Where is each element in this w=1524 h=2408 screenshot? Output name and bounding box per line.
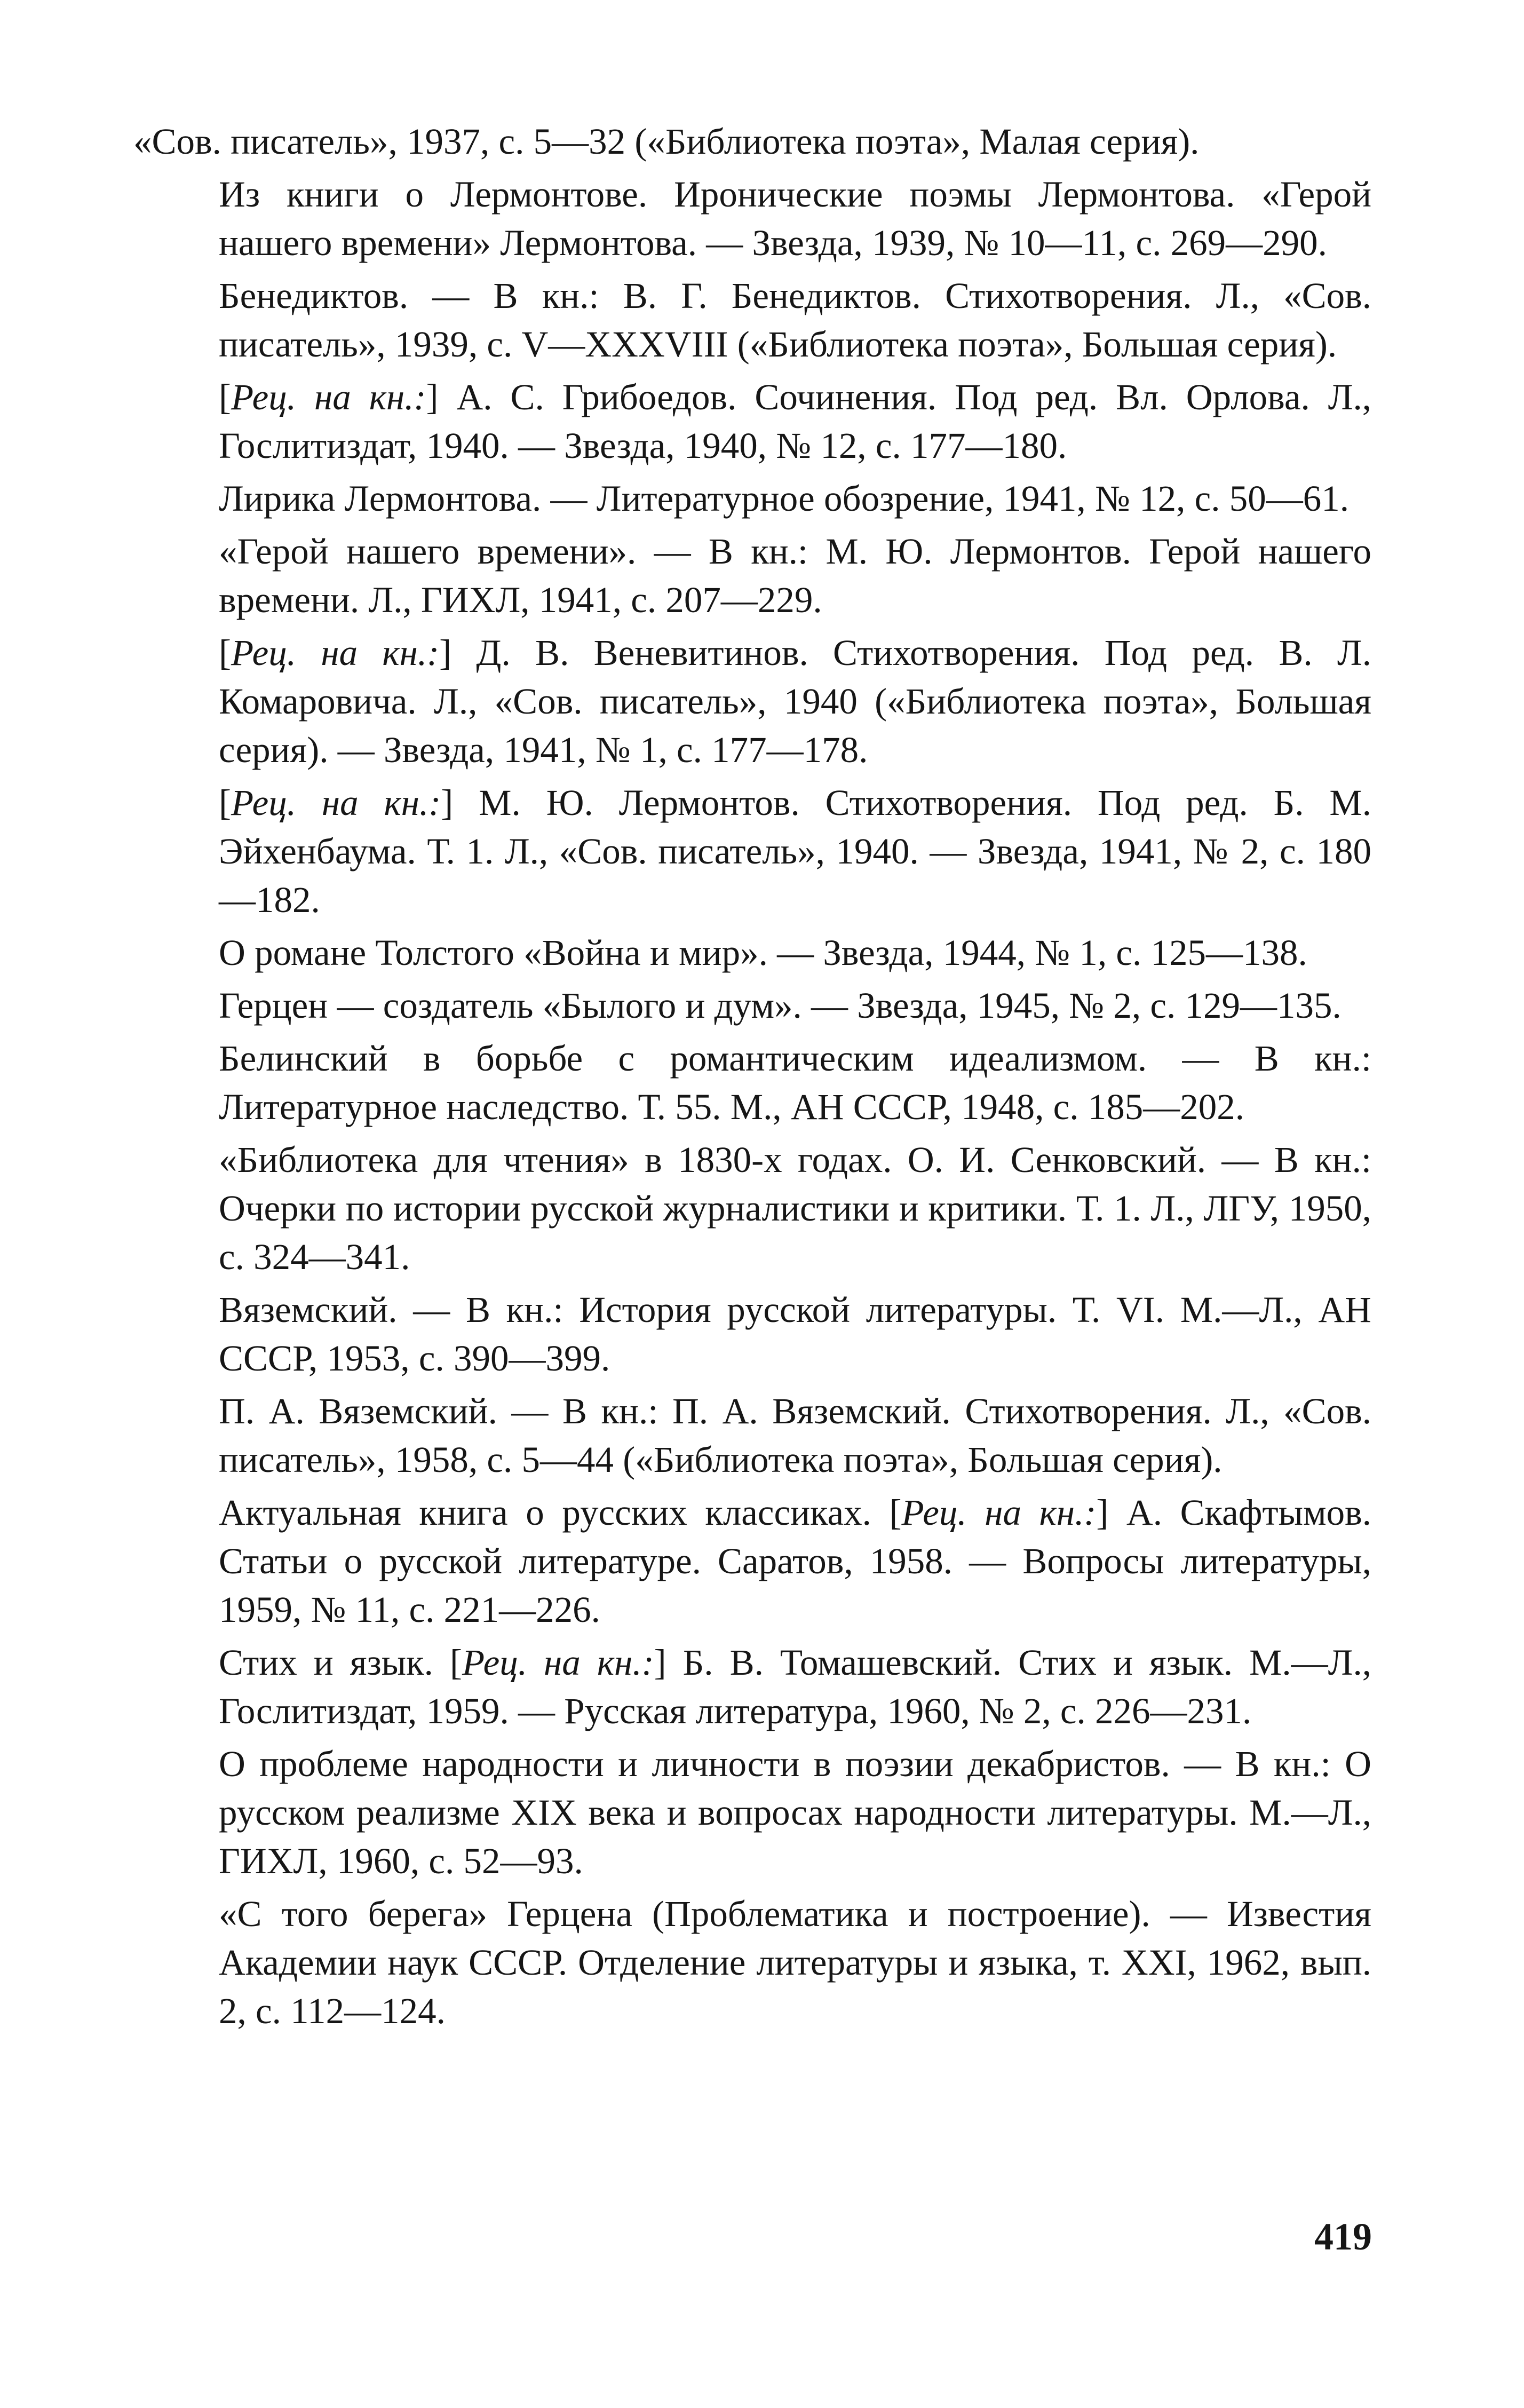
bibliography-entry xyxy=(133,1740,1371,1886)
entry-segment: «Библиотека для чтения» в 1830-х годах. О. И. Сенковский. — В кн.: Очерки по истории русской журналистики и критики. Т. 1. Л., ЛГУ, 1950, с. 324—341. xyxy=(219,1139,1371,1277)
entry-text xyxy=(133,1638,1371,1736)
entry-segment: Бенедиктов. — В кн.: В. Г. Бенедиктов. Стихотворения. Л., «Сов. писатель», 1939, с. V—XXXVIII («Библиотека поэта», Большая серия). xyxy=(219,275,1371,365)
bibliography-entry xyxy=(133,1286,1371,1383)
entry-text xyxy=(133,474,1371,523)
bibliography-entry xyxy=(133,1890,1371,2035)
review-marker: Рец. на кн.: xyxy=(231,632,440,673)
entry-segment: Стих и язык. [ xyxy=(219,1642,462,1683)
entry-segment: ] Д. В. Веневитинов. Стихотворения. Под ред. В. Л. Комаровича. Л., «Сов. писатель», 1940 («Библиотека поэта», Большая серия). — Звезда, 1941, № 1, с. 177—178. xyxy=(219,632,1372,770)
entry-segment: ] Б. В. Томашевский. Стих и язык. М.—Л., Гослитиздат, 1959. — Русская литература, 1960, № 2, с. 226—231. xyxy=(219,1642,1371,1731)
entry-segment: О романе Толстого «Война и мир». — Звезда, 1944, № 1, с. 125—138. xyxy=(219,932,1307,973)
review-marker: Рец. на кн.: xyxy=(462,1642,654,1683)
entry-segment: «С того берега» Герцена (Проблематика и построение). — Известия Академии наук СССР. Отделение литературы и языка, т. XXI, 1962, вып. 2, с. 112—124. xyxy=(219,1894,1371,2031)
review-marker: Рец. на кн.: xyxy=(231,782,441,823)
bibliography-page xyxy=(133,117,1371,2040)
entry-text xyxy=(133,1387,1371,1484)
bibliography-entry xyxy=(133,1034,1371,1131)
entry-segment: ] А. Скафтымов. Статьи о русской литературе. Саратов, 1958. — Вопросы литературы, 1959, № 11, с. 221—226. xyxy=(219,1492,1371,1630)
entry-segment: Белинский в борьбе с романтическим идеализмом. — В кн.: Литературное наследство. Т. 55. М., АН СССР, 1948, с. 185—202. xyxy=(219,1038,1371,1127)
entry-segment: [ xyxy=(219,782,231,823)
entry-segment: Вяземский. — В кн.: История русской литературы. Т. VI. М.—Л., АН СССР, 1953, с. 390—399. xyxy=(219,1289,1371,1379)
entry-segment: П. А. Вяземский. — В кн.: П. А. Вяземский. Стихотворения. Л., «Сов. писатель», 1958, с. 5—44 («Библиотека поэта», Большая серия). xyxy=(219,1391,1371,1480)
entry-segment: [ xyxy=(219,377,231,417)
entry-text xyxy=(133,527,1371,624)
bibliography-entry xyxy=(133,981,1371,1030)
bibliography-entry xyxy=(133,272,1371,369)
entry-text xyxy=(133,1136,1371,1281)
entry-text xyxy=(133,1034,1371,1131)
entry-segment: О проблеме народности и личности в поэзии декабристов. — В кн.: О русском реализме XIX века и вопросах народности литературы. М.—Л., ГИХЛ, 1960, с. 52—93. xyxy=(219,1744,1371,1881)
entry-text xyxy=(133,981,1371,1030)
bibliography-entry xyxy=(133,117,1371,166)
entry-text xyxy=(133,1488,1371,1634)
entry-text xyxy=(133,929,1371,977)
entry-segment: ] А. С. Грибоедов. Сочинения. Под ред. Вл. Орлова. Л., Гослитиздат, 1940. — Звезда, 1940, № 12, с. 177—180. xyxy=(219,377,1371,466)
bibliography-entry xyxy=(133,1136,1371,1281)
bibliography-entry xyxy=(133,527,1371,624)
entry-text xyxy=(133,1286,1371,1383)
page-number: 419 xyxy=(1314,2215,1372,2258)
bibliography-entry xyxy=(133,1638,1371,1736)
bibliography-entry xyxy=(133,779,1371,924)
entry-text xyxy=(133,1890,1371,2035)
entry-segment: ] М. Ю. Лермонтов. Стихотворения. Под ред. Б. М. Эйхенбаума. Т. 1. Л., «Сов. писатель», 1940. — Звезда, 1941, № 2, с. 180—182. xyxy=(219,782,1371,920)
entry-text xyxy=(133,1740,1371,1886)
entry-text xyxy=(133,117,1371,166)
bibliography-entry xyxy=(133,629,1371,774)
bibliography-entry xyxy=(133,929,1371,977)
entry-segment: «Герой нашего времени». — В кн.: М. Ю. Лермонтов. Герой нашего времени. Л., ГИХЛ, 1941, с. 207—229. xyxy=(219,531,1371,620)
bibliography-entry xyxy=(133,474,1371,523)
entry-text xyxy=(133,170,1371,267)
bibliography-entry xyxy=(133,1488,1371,1634)
review-marker: Рец. на кн.: xyxy=(901,1492,1097,1533)
entry-text xyxy=(133,629,1371,774)
bibliography-entry xyxy=(133,1387,1371,1484)
entry-segment: Герцен — создатель «Былого и дум». — Звезда, 1945, № 2, с. 129—135. xyxy=(219,985,1342,1026)
entry-text xyxy=(133,779,1371,924)
review-marker: Рец. на кн.: xyxy=(231,377,426,417)
entry-segment: «Сов. писатель», 1937, с. 5—32 («Библиотека поэта», Малая серия). xyxy=(133,121,1200,162)
bibliography-entry xyxy=(133,170,1371,267)
entry-segment: Из книги о Лермонтове. Иронические поэмы Лермонтова. «Герой нашего времени» Лермонтова. — Звезда, 1939, № 10—11, с. 269—290. xyxy=(219,174,1371,263)
entry-segment: [ xyxy=(219,632,231,673)
entry-text xyxy=(133,373,1371,470)
entry-text xyxy=(133,272,1371,369)
entry-segment: Актуальная книга о русских классиках. [ xyxy=(219,1492,902,1533)
entry-segment: Лирика Лермонтова. — Литературное обозрение, 1941, № 12, с. 50—61. xyxy=(219,478,1349,519)
bibliography-entry xyxy=(133,373,1371,470)
